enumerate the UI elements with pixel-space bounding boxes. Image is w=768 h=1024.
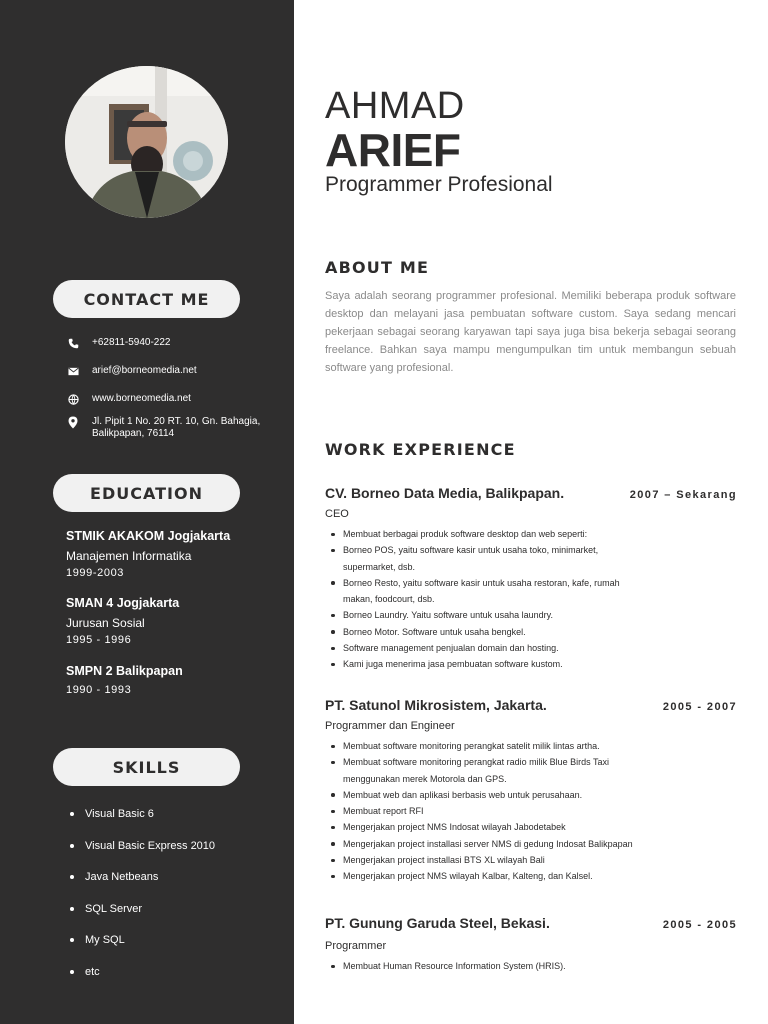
education-school: SMPN 2 Balikpapan: [66, 664, 183, 678]
work-duty: Mengerjakan project NMS Indosat wilayah Jabodetabek: [329, 819, 635, 835]
phone-icon: [66, 337, 80, 349]
about-heading: ABOUT ME: [325, 258, 430, 277]
work-duty: Borneo Motor. Software untuk usaha bengkel.: [329, 624, 635, 640]
work-duty: Membuat report RFI: [329, 803, 635, 819]
first-name: AHMAD: [325, 85, 465, 127]
work-period: 2005 - 2007: [662, 701, 737, 713]
skill-item: etc: [70, 963, 215, 995]
main-content: [294, 0, 768, 1024]
education-years: 1995 - 1996: [66, 634, 132, 646]
work-duty: Mengerjakan project NMS wilayah Kalbar, Kalteng, dan Kalsel.: [329, 868, 635, 884]
sidebar: [0, 0, 294, 1024]
contact-address: [66, 416, 262, 440]
website-text: www.borneomedia.net: [92, 393, 191, 404]
work-duty: Membuat berbagai produk software desktop dan web seperti:: [329, 526, 635, 542]
education-item: [66, 596, 266, 647]
contact-heading: CONTACT ME: [53, 280, 240, 318]
work-duty: Software management penjualan domain dan hosting.: [329, 640, 635, 656]
last-name: ARIEF: [325, 124, 461, 176]
work-duty: Borneo Laundry. Yaitu software untuk usaha laundry.: [329, 607, 635, 623]
education-major: Jurusan Sosial: [66, 616, 145, 630]
education-school: SMAN 4 Jogjakarta: [66, 596, 180, 610]
work-period: 2005 - 2005: [662, 919, 737, 931]
work-duty: Mengerjakan project installasi BTS XL wilayah Bali: [329, 852, 635, 868]
skill-item: Visual Basic Express 2010: [70, 837, 215, 869]
education-major: Manajemen Informatika: [66, 549, 192, 563]
profile-photo: [65, 66, 228, 218]
work-duty: Membuat software monitoring perangkat radio milik Blue Birds Taxi menggunakan merek Motorola dan GPS.: [329, 754, 635, 787]
about-text: Saya adalah seorang programmer profesional. Memiliki beberapa produk software desktop dan melayani jasa pembuatan software custom. Saya sedang mencari pekerjaan sebagai seorang karyawan tapi saya juga bisa bekerja sebagai seorang freelance. Bahkan saya mampu mengumpulkan tim untuk membangun sebuah software yang profesional.: [325, 290, 736, 374]
work-duty: Borneo POS, yaitu software kasir untuk usaha toko, minimarket, supermarket, dsb.: [329, 542, 635, 575]
location-pin-icon: [66, 416, 80, 428]
address-text: Jl. Pipit 1 No. 20 RT. 10, Gn. Bahagia, Balikpapan, 76114: [92, 416, 261, 439]
education-years: 1990 - 1993: [66, 684, 132, 696]
education-years: 1999-2003: [66, 567, 125, 579]
skill-item: SQL Server: [70, 900, 215, 932]
work-duties: [325, 738, 635, 885]
skills-list: [70, 805, 215, 995]
work-company: PT. Gunung Garuda Steel, Bekasi.: [325, 915, 550, 931]
work-duty: Borneo Resto, yaitu software kasir untuk usaha restoran, kafe, rumah makan, foodcourt, dsb.: [329, 575, 635, 608]
work-duty: Kami juga menerima jasa pembuatan software kustom.: [329, 656, 635, 672]
work-company: CV. Borneo Data Media, Balikpapan.: [325, 485, 565, 501]
skill-item: My SQL: [70, 931, 215, 963]
work-period: 2007 – Sekarang: [629, 489, 737, 501]
globe-icon: [66, 393, 80, 405]
education-heading: EDUCATION: [53, 474, 240, 512]
skills-heading: SKILLS: [53, 748, 240, 786]
work-duty: Mengerjakan project installasi server NMS di gedung Indosat Balikpapan: [329, 836, 635, 852]
education-item: [66, 664, 266, 697]
work-entry: [325, 915, 737, 974]
email-icon: [66, 365, 80, 377]
contact-email: [66, 365, 262, 377]
work-role: Programmer: [325, 940, 387, 952]
work-role: Programmer dan Engineer: [325, 720, 455, 732]
work-duties: [325, 958, 635, 974]
work-entry: [325, 697, 737, 885]
contact-website: [66, 393, 262, 405]
education-item: [66, 529, 266, 580]
work-duty: Membuat Human Resource Information System (HRIS).: [329, 958, 635, 974]
work-entry: [325, 485, 737, 673]
email-text: arief@borneomedia.net: [92, 365, 197, 376]
work-company: PT. Satunol Mikrosistem, Jakarta.: [325, 697, 547, 713]
work-duty: Membuat web dan aplikasi berbasis web untuk perusahaan.: [329, 787, 635, 803]
work-duty: Membuat software monitoring perangkat satelit milik lintas artha.: [329, 738, 635, 754]
work-role: CEO: [325, 508, 349, 520]
skill-item: Java Netbeans: [70, 868, 215, 900]
education-school: STMIK AKAKOM Jogjakarta: [66, 529, 231, 543]
job-title: Programmer Profesional: [325, 173, 553, 196]
phone-text: +62811-5940-222: [92, 337, 171, 348]
work-duties: [325, 526, 635, 673]
work-heading: WORK EXPERIENCE: [325, 440, 516, 459]
contact-phone: [66, 337, 262, 349]
skill-item: Visual Basic 6: [70, 805, 215, 837]
